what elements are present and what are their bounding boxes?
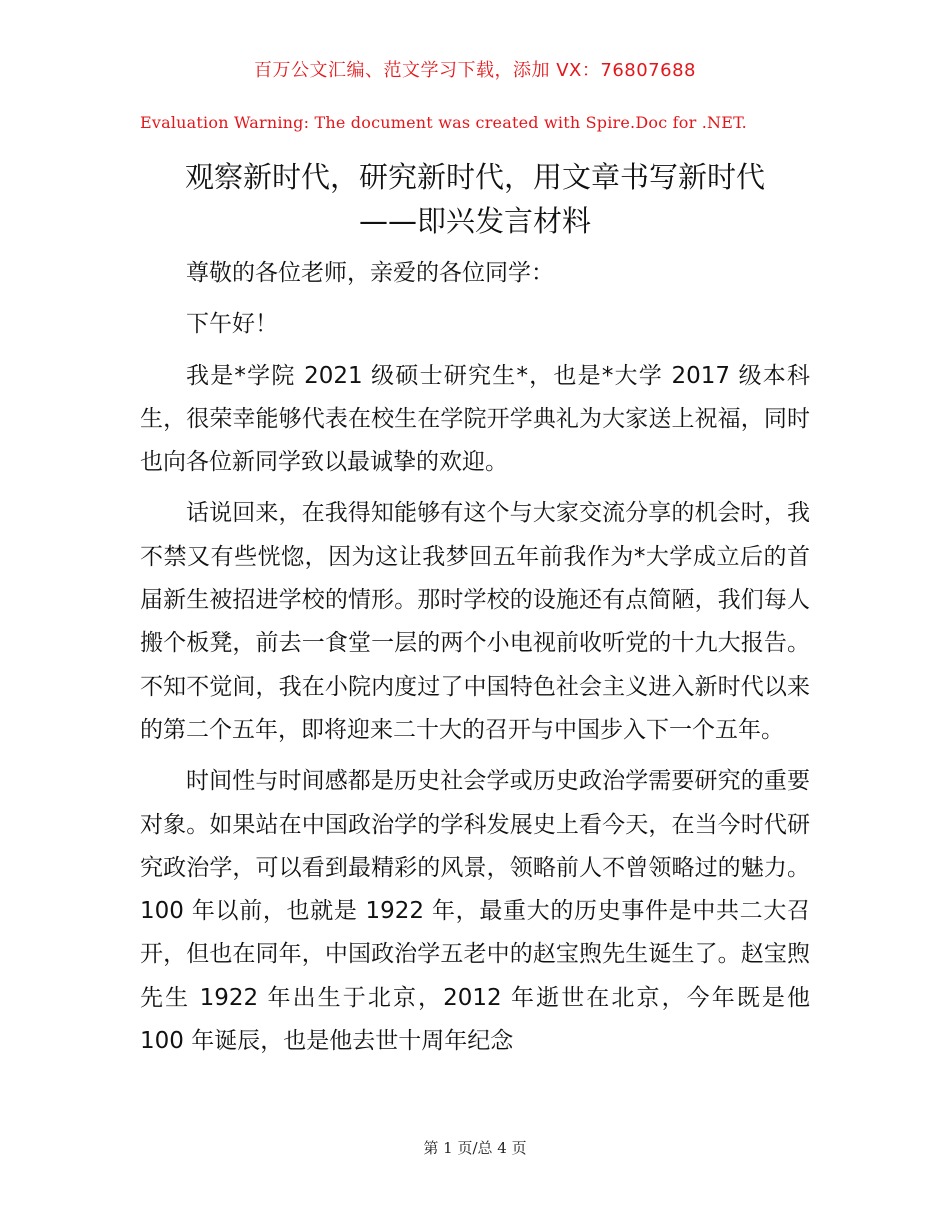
document-title xyxy=(100,155,850,243)
evaluation-warning: Evaluation Warning: The document was created with Spire.Doc for .NET. xyxy=(140,113,747,132)
title-line-1: 观察新时代，研究新时代，用文章书写新时代 xyxy=(184,160,765,194)
body-paragraph: 话说回来，在我得知能够有这个与大家交流分享的机会时，我不禁又有些恍惚，因为这让我梦回五年前我作为*大学成立后的首届新生被招进学校的情形。那时学校的设施还有点简陋，我们每人搬个板凳，前去一食堂一层的两个小电视前收听党的十九大报告。不知不觉间，我在小院内度过了中国特色社会主义进入新时代以来的第二个五年，即将迎来二十大的召开与中国步入下一个五年。 xyxy=(140,500,810,743)
document-body xyxy=(140,252,810,1071)
salutation-paragraph: 尊敬的各位老师，亲爱的各位同学： xyxy=(186,260,554,286)
greeting-paragraph: 下午好！ xyxy=(186,311,278,338)
title-line-2: ——即兴发言材料 xyxy=(358,204,591,238)
download-banner: 百万公文汇编、范文学习下载，添加 VX：76807688 xyxy=(254,60,696,81)
page-number-footer: 第 1 页/总 4 页 xyxy=(423,1139,527,1157)
body-paragraph: 我是*学院 2021 级硕士研究生*，也是*大学 2017 级本科生，很荣幸能够代表在校生在学院开学典礼为大家送上祝福，同时也向各位新同学致以最诚挚的欢迎。 xyxy=(140,362,810,476)
body-paragraph: 时间性与时间感都是历史社会学或历史政治学需要研究的重要对象。如果站在中国政治学的学科发展史上看今天，在当今时代研究政治学，可以看到最精彩的风景，领略前人不曾领略过的魅力。100 年以前，也就是 1922 年，最重大的历史事件是中共二大召开，但也在同年，中国政治学五老中的赵宝煦先生诞生了。赵宝煦先生 1922 年出生于北京，2012 年逝世在北京，今年既是他 100 年诞辰，也是他去世十周年纪念 xyxy=(140,768,810,1055)
